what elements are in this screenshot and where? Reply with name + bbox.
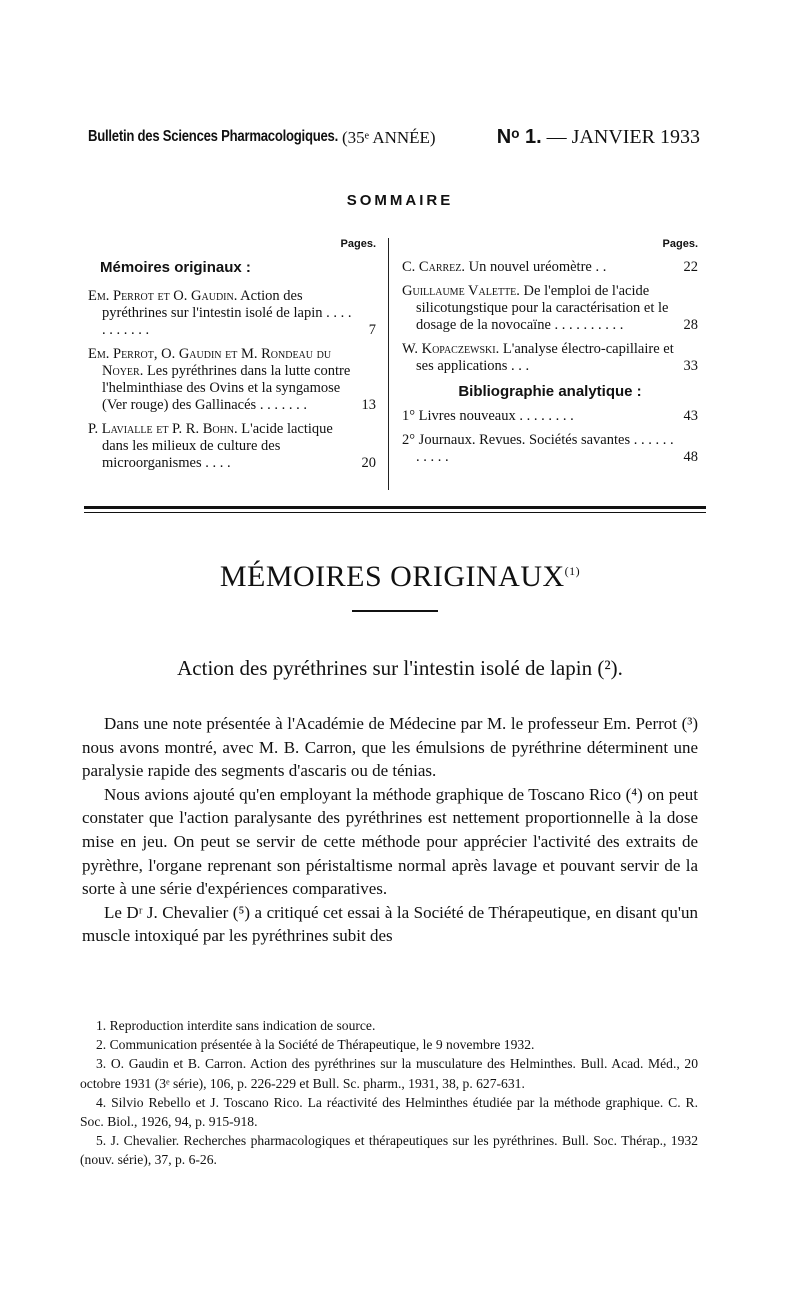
footnote: 5. J. Chevalier. Recherches pharmacologiques et thérapeutiques sur les pyréthrines. Bull. Soc. Thérap., 1932 (nouv. série), 37, p. 6-26.	[80, 1133, 698, 1168]
toc-entry-page: 43	[683, 408, 698, 424]
paragraph: Le Dʳ J. Chevalier (⁵) a critiqué cet essai à la Société de Thérapeutique, en disant qu'un muscle intoxiqué par les pyréthrines subit des	[82, 902, 698, 946]
toc-entry-text: 1° Livres nouveaux	[402, 408, 516, 424]
memoires-title	[0, 560, 800, 594]
toc-entry-page: 48	[683, 449, 698, 465]
toc-entry: Em. Perrot et O. Gaudin. Action des pyréthrines sur l'intestin isolé de lapin . . . . . . . . . . . 7	[88, 288, 376, 338]
toc-entry-page: 7	[368, 322, 376, 338]
double-rule-bottom	[84, 512, 706, 513]
double-rule-top	[84, 506, 706, 509]
toc-entry-text: Un nouvel uréomètre	[468, 259, 592, 275]
pages-label: Pages.	[662, 238, 698, 250]
footnote: 2. Communication présentée à la Société de Thérapeutique, le 9 novembre 1932.	[96, 1037, 535, 1053]
title-underline	[352, 610, 438, 612]
toc-entry-page: 22	[683, 259, 698, 275]
running-header	[88, 126, 700, 152]
column-divider	[388, 238, 389, 490]
issue-number: Nᵒ 1.	[496, 126, 542, 148]
toc-entry-authors: P. Lavialle et P. R. Bohn.	[88, 421, 238, 437]
toc-entry-authors: Em. Perrot et O. Gaudin.	[88, 288, 238, 304]
article-body	[82, 712, 698, 948]
toc-entry-text: L'acide lactique dans les milieux de culture des microorganismes	[102, 421, 333, 471]
footnotes	[80, 1016, 698, 1170]
toc-section-bibliographie: Bibliographie analytique :	[458, 383, 642, 400]
article-title: Action des pyréthrines sur l'intestin isolé de lapin (²).	[177, 656, 623, 680]
toc-left-column	[88, 236, 376, 479]
footnote: 3. O. Gaudin et B. Carron. Action des pyréthrines sur la musculature des Helminthes. Bull. Acad. Méd., 20 octobre 1931 (3ᵉ série), 106, p. 226-229 et Bull. Sc. pharm., 1931, 38, p. 627-631.	[80, 1056, 698, 1091]
toc-entry: C. Carrez. Un nouvel uréomètre . . 22	[402, 259, 698, 275]
toc-entry-authors: Guillaume Valette.	[402, 283, 520, 299]
toc-entry-authors: Em. Perrot, O. Gaudin et M. Rondeau du Noyer.	[88, 346, 332, 379]
toc-entry: W. Kopaczewski. L'analyse électro-capillaire et ses applications . . . 33	[402, 341, 698, 374]
toc-entry: 1° Livres nouveaux . . . . . . . . 43	[402, 408, 698, 424]
toc-entry-page: 20	[361, 455, 376, 471]
toc-entry: P. Lavialle et P. R. Bohn. L'acide lactique dans les milieux de culture des microorganismes . . . . 20	[88, 421, 376, 471]
toc-entry-page: 13	[361, 397, 376, 413]
toc-entry: Guillaume Valette. De l'emploi de l'acide silicotungstique pour la caractérisation et le dosage de la novocaïne . . . . . . . . . . 28	[402, 283, 698, 333]
toc-right-column	[402, 236, 698, 473]
toc-entry: Em. Perrot, O. Gaudin et M. Rondeau du Noyer. Les pyréthrines dans la lutte contre l'helminthiase des Ovins et la syngamose (Ver rouge) des Gallinacés . . . . . . . 13	[88, 346, 376, 413]
issue-date: — JANVIER 1933	[546, 126, 700, 148]
footnote: 1. Reproduction interdite sans indication de source.	[96, 1018, 376, 1033]
toc-entry-text: L'analyse électro-capillaire et ses applications	[416, 341, 674, 374]
toc-section-memoires: Mémoires originaux :	[100, 259, 251, 276]
toc-entry-text: De l'emploi de l'acide silicotungstique pour la caractérisation et le dosage de la novocaïne	[416, 283, 669, 333]
paragraph: Nous avions ajouté qu'en employant la méthode graphique de Toscano Rico (⁴) on peut constater que l'action paralysante des pyréthrines est nettement proportionnelle à la dose mise en jeu. On peut se servir de cette méthode pour apprécier l'activité des extraits de pyrèthre, l'organe reprenant son péristaltisme normal après lavage et pouvant servir de la sorte à une série d'expériences comparatives.	[82, 784, 698, 899]
pages-label: Pages.	[340, 238, 376, 250]
toc-entry: 2° Journaux. Revues. Sociétés savantes . . . . . . . . . . . 48	[402, 432, 698, 465]
sommaire-heading: SOMMAIRE	[346, 192, 454, 209]
memoires-title-note: (1)	[564, 564, 581, 578]
footnote: 4. Silvio Rebello et J. Toscano Rico. La réactivité des Helminthes étudiée par la méthode graphique. C. R. Soc. Biol., 1926, 94, p. 915-918.	[80, 1094, 698, 1130]
toc-entry-page: 33	[683, 358, 698, 374]
toc-entry-authors: C. Carrez.	[402, 259, 465, 275]
toc-entry-page: 28	[683, 317, 698, 333]
paragraph: Dans une note présentée à l'Académie de Médecine par M. le professeur Em. Perrot (³) nous avons montré, avec M. B. Carron, que les émulsions de pyréthrine déterminent une paralysie rapide des segments d'ascaris ou de ténias.	[82, 714, 698, 781]
toc-entry-text: Les pyréthrines dans la lutte contre l'helminthiase des Ovins et la syngamose (Ver rouge) des Gallinacés	[102, 363, 351, 413]
memoires-title-text: MÉMOIRES ORIGINAUX	[219, 560, 565, 593]
toc-entry-authors: W. Kopaczewski.	[402, 341, 500, 357]
volume-year: (35ᵉ ANNÉE)	[342, 128, 436, 147]
toc-entry-text: Action des pyréthrines sur l'intestin isolé de lapin	[102, 288, 323, 321]
journal-title: Bulletin des Sciences Pharmacologiques.	[88, 128, 338, 145]
toc-entry-text: 2° Journaux. Revues. Sociétés savantes	[402, 432, 631, 448]
issue-info	[497, 126, 700, 149]
